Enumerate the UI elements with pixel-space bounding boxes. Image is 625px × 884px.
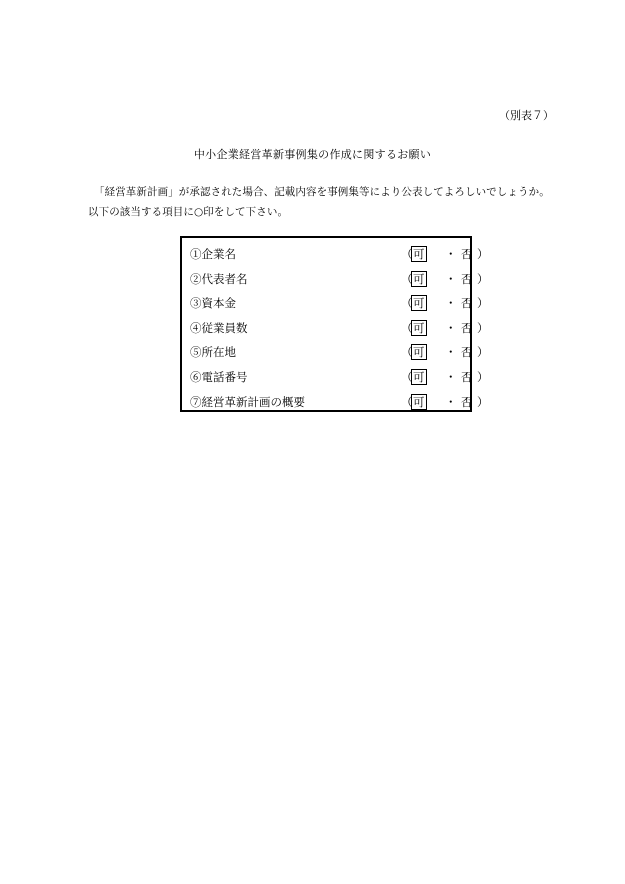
option-no[interactable]: 否 <box>461 296 473 311</box>
option-yes[interactable]: 可 <box>413 394 425 409</box>
option-yes[interactable]: 可 <box>413 296 425 311</box>
paren-open: （ <box>401 394 413 409</box>
consent-row <box>190 367 489 387</box>
intro-line-1: 「経営革新計画」が承認された場合、記載内容を事例集等により公表してよろしいでしょうか。 <box>94 186 550 198</box>
option-no[interactable]: 否 <box>461 394 473 409</box>
consent-choice[interactable] <box>401 369 489 387</box>
option-yes[interactable]: 可 <box>413 247 425 261</box>
separator-dot: ・ <box>445 370 457 384</box>
paren-open: （ <box>401 271 413 286</box>
paren-open: （ <box>401 345 413 360</box>
option-no[interactable]: 否 <box>461 345 473 360</box>
paren-close: ） <box>477 296 489 311</box>
separator-dot: ・ <box>445 296 457 311</box>
paren-close: ） <box>477 370 489 384</box>
consent-row <box>190 342 489 362</box>
consent-row <box>190 244 489 264</box>
option-no[interactable]: 否 <box>461 320 473 335</box>
consent-choice[interactable] <box>401 271 489 289</box>
consent-item-label: ⑥電話番号 <box>190 370 248 384</box>
separator-dot: ・ <box>445 345 457 360</box>
consent-choice[interactable] <box>401 246 489 264</box>
separator-dot: ・ <box>445 271 457 286</box>
paren-close: ） <box>477 394 489 409</box>
option-yes[interactable]: 可 <box>413 271 425 286</box>
consent-choice[interactable] <box>401 295 489 313</box>
consent-item-label: ①企業名 <box>190 247 236 261</box>
consent-row <box>190 318 489 338</box>
consent-item-label: ③資本金 <box>190 296 236 311</box>
option-yes[interactable]: 可 <box>413 370 425 384</box>
option-no[interactable]: 否 <box>461 247 473 261</box>
paren-close: ） <box>477 320 489 335</box>
option-yes[interactable]: 可 <box>413 345 425 360</box>
paren-close: ） <box>477 345 489 360</box>
consent-table <box>180 236 489 412</box>
option-no[interactable]: 否 <box>461 370 473 384</box>
annex-label: （別表７） <box>499 109 554 122</box>
option-no[interactable]: 否 <box>461 271 473 286</box>
paren-open: （ <box>401 296 413 311</box>
consent-choice[interactable] <box>401 344 489 362</box>
consent-row <box>190 392 489 412</box>
paren-open: （ <box>401 370 413 384</box>
separator-dot: ・ <box>445 320 457 335</box>
consent-row <box>190 293 489 313</box>
document-title: 中小企業経営革新事例集の作成に関するお願い <box>193 148 432 161</box>
paren-close: ） <box>477 271 489 286</box>
consent-item-label: ②代表者名 <box>190 271 248 286</box>
separator-dot: ・ <box>445 247 457 261</box>
option-yes[interactable]: 可 <box>413 320 425 335</box>
intro-line-2: 以下の該当する項目に○印をして下さい。 <box>88 206 289 218</box>
paren-close: ） <box>477 247 489 261</box>
consent-item-label: ④従業員数 <box>190 320 248 335</box>
consent-choice[interactable] <box>401 394 489 412</box>
separator-dot: ・ <box>445 394 457 409</box>
consent-item-label: ⑦経営革新計画の概要 <box>190 394 305 409</box>
paren-open: （ <box>401 247 413 261</box>
paren-open: （ <box>401 320 413 335</box>
consent-item-label: ⑤所在地 <box>190 345 236 360</box>
consent-choice[interactable] <box>401 320 489 338</box>
consent-row <box>190 269 489 289</box>
